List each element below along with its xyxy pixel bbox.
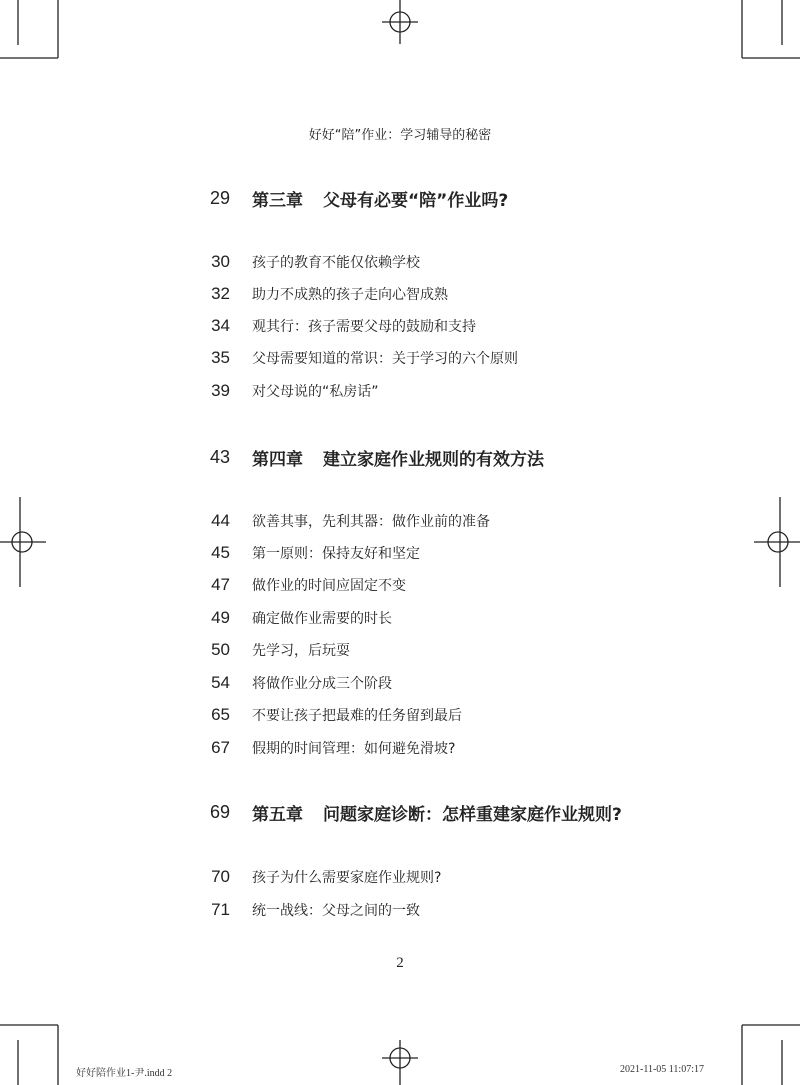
toc-page-number: 67 bbox=[211, 738, 230, 757]
running-header: 好好“陪”作业：学习辅导的秘密 bbox=[308, 128, 492, 143]
toc-entry-title: 确定做作业需要的时长 bbox=[252, 611, 392, 627]
chapter-number: 第四章 bbox=[252, 449, 303, 470]
toc-page-number: 49 bbox=[211, 608, 230, 627]
toc-entry-title: 做作业的时间应固定不变 bbox=[252, 578, 406, 594]
toc-page-number: 43 bbox=[209, 446, 230, 467]
toc-page-number: 44 bbox=[211, 511, 230, 530]
toc-page-number: 32 bbox=[211, 284, 230, 303]
toc-page-number: 34 bbox=[211, 316, 230, 335]
toc-entry-title: 假期的时间管理：如何避免滑坡? bbox=[252, 741, 456, 757]
chapter-title: 父母有必要“陪”作业吗? bbox=[323, 190, 509, 211]
toc-page-number: 30 bbox=[211, 252, 230, 271]
toc-entry-title: 孩子为什么需要家庭作业规则? bbox=[252, 870, 442, 886]
toc-entry-title: 对父母说的“私房话” bbox=[252, 384, 379, 400]
slug-filename: 好好陪作业1-尹.indd 2 bbox=[76, 1068, 173, 1079]
toc-page-number: 45 bbox=[211, 543, 230, 562]
toc-entry-title: 孩子的教育不能仅依赖学校 bbox=[252, 255, 420, 271]
toc-page-number: 65 bbox=[211, 705, 230, 724]
slug-timestamp: 2021-11-05 11:07:17 bbox=[620, 1064, 704, 1075]
toc-entry-title: 统一战线：父母之间的一致 bbox=[252, 903, 420, 919]
toc-entry-title: 父母需要知道的常识：关于学习的六个原则 bbox=[252, 351, 518, 367]
chapter-number: 第五章 bbox=[252, 804, 303, 825]
toc-chapter-heading bbox=[252, 445, 544, 470]
page-number: 2 bbox=[396, 955, 404, 971]
toc-entry-title: 第一原则：保持友好和坚定 bbox=[252, 546, 420, 562]
toc-entry-title: 欲善其事，先利其器：做作业前的准备 bbox=[252, 514, 490, 530]
toc-page-number: 70 bbox=[211, 867, 230, 886]
toc-page-number: 69 bbox=[209, 801, 230, 822]
toc-page-number: 39 bbox=[211, 381, 230, 400]
toc-page-number: 71 bbox=[211, 900, 230, 919]
toc-entry-title: 观其行：孩子需要父母的鼓励和支持 bbox=[252, 319, 476, 335]
toc-entry-title: 助力不成熟的孩子走向心智成熟 bbox=[252, 287, 448, 303]
toc-page-number: 54 bbox=[211, 673, 230, 692]
chapter-title: 建立家庭作业规则的有效方法 bbox=[323, 449, 544, 470]
toc-entry-title: 先学习，后玩耍 bbox=[252, 643, 350, 659]
chapter-number: 第三章 bbox=[252, 190, 303, 211]
toc-chapter-heading bbox=[252, 800, 622, 825]
toc-chapter-heading bbox=[252, 186, 508, 211]
toc-page-number: 50 bbox=[211, 640, 230, 659]
toc-page-number: 35 bbox=[211, 348, 230, 367]
toc-page-number: 29 bbox=[209, 187, 230, 208]
toc-page-number: 47 bbox=[211, 575, 230, 594]
chapter-title: 问题家庭诊断：怎样重建家庭作业规则? bbox=[323, 804, 622, 825]
toc-entry-title: 将做作业分成三个阶段 bbox=[252, 676, 392, 692]
toc-entry-title: 不要让孩子把最难的任务留到最后 bbox=[252, 708, 462, 724]
